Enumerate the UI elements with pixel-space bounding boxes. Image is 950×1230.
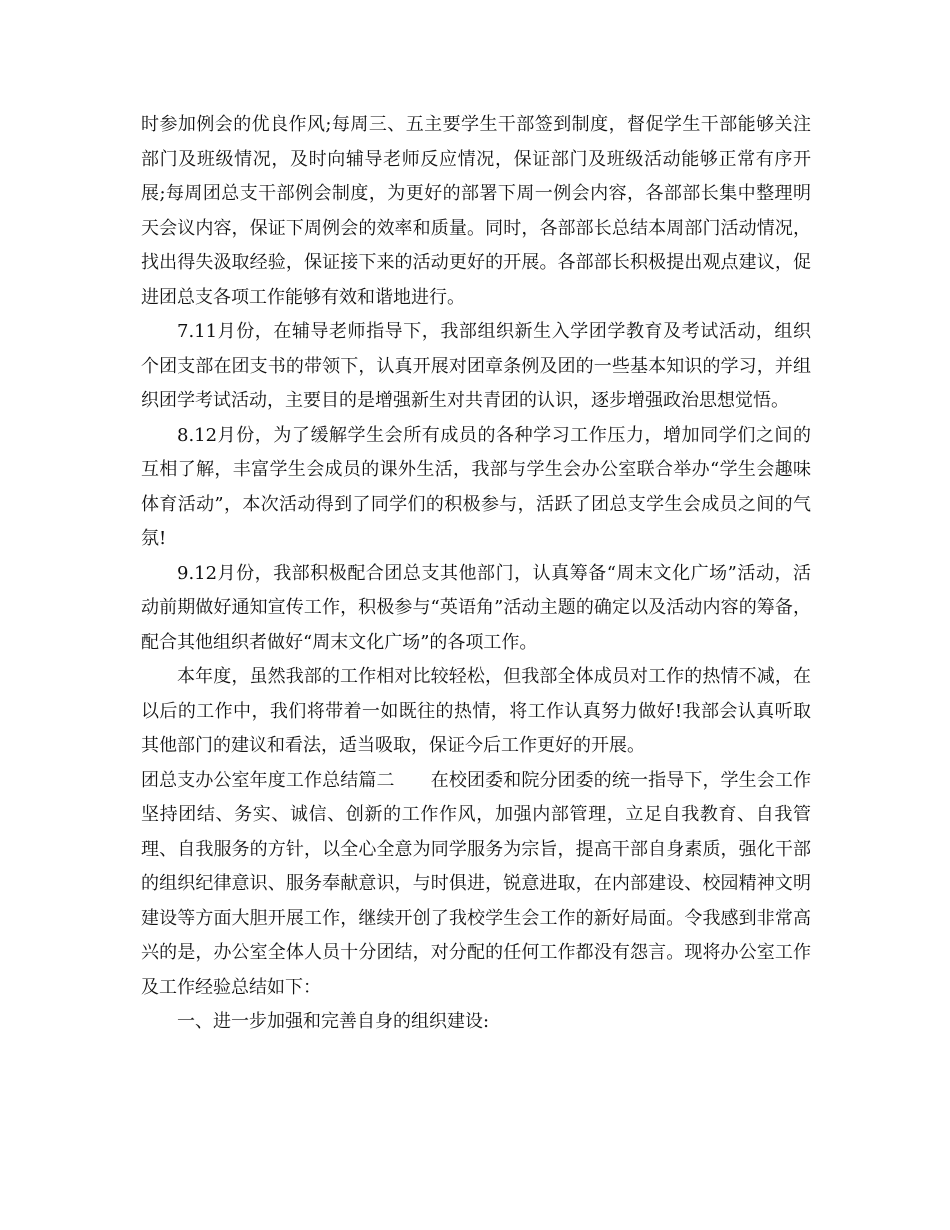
paragraph-item-8: 8.12月份，为了缓解学生会所有成员的各种学习工作压力，增加同学们之间的互相了解，丰富学生会成员的课外生活，我部与学生会办公室联合举办“学生会趣味体育活动”，本次活动得到了同学们的积极参与，活跃了团总支学生会成员之间的气氛! [141, 424, 811, 549]
paragraph-section-two: 团总支办公室年度工作总结篇二 在校团委和院分团委的统一指导下，学生会工作坚持团结、务实、诚信、创新的工作作风，加强内部管理，立足自我教育、自我管理、自我服务的方针，以全心全意为同学服务为宗旨，提高干部自身素质，强化干部的组织纪律意识、服务奉献意识，与时俱进，锐意进取，在内部建设、校园精神文明建设等方面大胆开展工作，继续开创了我校学生会工作的新好局面。令我感到非常高兴的是，办公室全体人员十分团结，对分配的任何工作都没有怨言。现将办公室工作及工作经验总结如下： [141, 769, 811, 998]
paragraph-continuation: 时参加例会的优良作风;每周三、五主要学生干部签到制度，督促学生干部能够关注部门及班级情况，及时向辅导老师反应情况，保证部门及班级活动能够正常有序开展;每周团总支干部例会制度，为更好的部署下周一例会内容，各部部长集中整理明天会议内容，保证下周例会的效率和质量。同时，各部部长总结本周部门活动情况，找出得失汲取经验，保证接下来的活动更好的开展。各部部长积极提出观点建议，促进团总支各项工作能够有效和谐地进行。 [141, 114, 811, 308]
paragraph-subheading: 一、进一步加强和完善自身的组织建设: [177, 1011, 490, 1032]
paragraph-conclusion: 本年度，虽然我部的工作相对比较轻松，但我部全体成员对工作的热情不减，在以后的工作中，我们将带着一如既往的热情，将工作认真努力做好!我部会认真听取其他部门的建议和看法，适当吸取，保证今后工作更好的开展。 [141, 666, 811, 756]
document-body [141, 108, 811, 1040]
paragraph-item-7: 7.11月份，在辅导老师指导下，我部组织新生入学团学教育及考试活动，组织个团支部在团支书的带领下，认真开展对团章条例及团的一些基本知识的学习，并组织团学考试活动，主要目的是增强新生对共青团的认识，逐步增强政治思想觉悟。 [141, 321, 811, 411]
paragraph-item-9: 9.12月份，我部积极配合团总支其他部门，认真筹备“周末文化广场”活动，活动前期做好通知宣传工作，积极参与“英语角”活动主题的确定以及活动内容的筹备，配合其他组织者做好“周末文化广场”的各项工作。 [141, 562, 811, 653]
